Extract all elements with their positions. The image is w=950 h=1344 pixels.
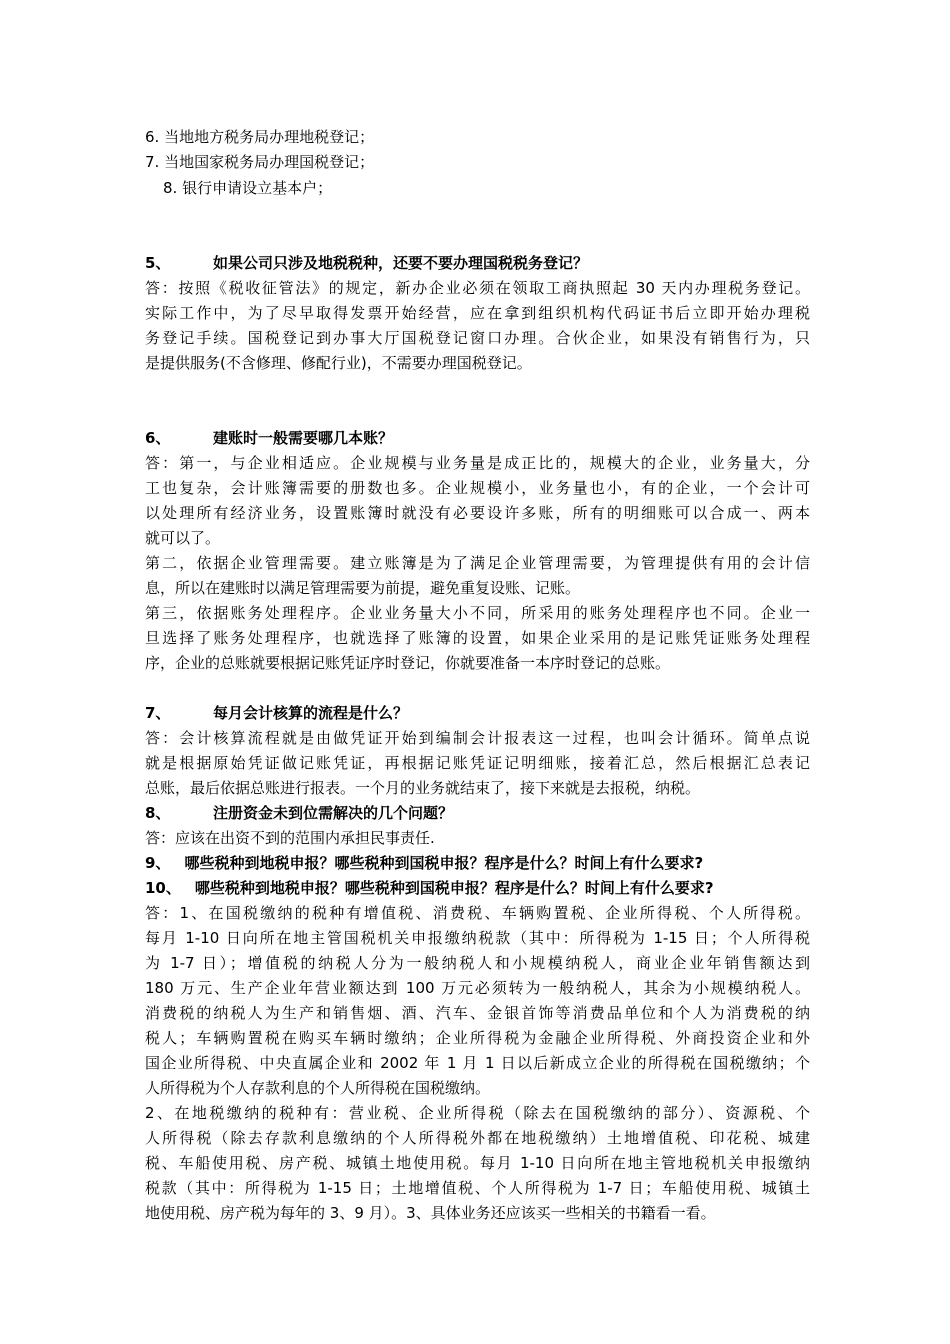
answer-line: 就是根据原始凭证做记账凭证，再根据记账凭证记明细账，接着汇总，然后根据汇总表记: [145, 754, 810, 772]
answer-line: 第三，依据账务处理程序。企业业务量大小不同，所采用的账务处理程序也不同。企业一: [145, 604, 810, 622]
answer-line: 总账，最后依据总账进行报表。一个月的业务就结束了，接下来就是去报税，纳税。: [145, 779, 701, 797]
answer-line: 人所得税（除去存款利息缴纳的个人所得税外都在地税缴纳）土地增值税、印花税、城建: [145, 1129, 810, 1147]
question-9-heading: [145, 851, 810, 875]
answer-line: 答：会计核算流程就是由做凭证开始到编制会计报表这一过程，也叫会计循环。简单点说: [145, 729, 810, 747]
question-number: 8、: [145, 804, 171, 822]
list-item: 6. 当地地方税务局办理地税登记；: [145, 128, 375, 146]
list-item: 7. 当地国家税务局办理国税登记；: [145, 153, 375, 171]
answer-line: 每月 1-10 日向所在地主管国税机关申报缴纳税款（其中：所得税为 1-15 日；个人所得税: [145, 929, 810, 947]
answer-line: 第二，依据企业管理需要。建立账簿是为了满足企业管理需要，为管理提供有用的会计信: [145, 554, 810, 572]
question-title: 哪些税种到地税申报？哪些税种到国税申报？程序是什么？时间上有什么要求?: [194, 879, 714, 897]
answer-line: 2、在地税缴纳的税种有：营业税、企业所得税（除去在国税缴纳的部分）、资源税、个: [145, 1104, 810, 1122]
question-title: 如果公司只涉及地税税种，还要不要办理国税税务登记？: [213, 254, 589, 272]
question-5-heading: [145, 251, 810, 275]
answer-line: 实际工作中，为了尽早取得发票开始经营，应在拿到组织机构代码证书后立即开始办理税: [145, 304, 810, 322]
answer-line: 税款（其中：所得税为 1-15 日；土地增值税、个人所得税为 1-7 日；车船使用税、城镇土: [145, 1179, 810, 1197]
question-6-heading: [145, 426, 810, 450]
answer-line: 答：第一，与企业相适应。企业规模与业务量是成正比的，规模大的企业，业务量大，分: [145, 454, 810, 472]
answer-line: 以处理所有经济业务，设置账簿时就没有必要设许多账，所有的明细账可以合成一、两本: [145, 504, 810, 522]
answer-line: 国企业所得税、中央直属企业和 2002 年 1 月 1 日以后新成立企业的所得税在国税缴纳；个: [145, 1054, 810, 1072]
question-7-heading: [145, 701, 810, 725]
question-title: 哪些税种到地税申报？哪些税种到国税申报？程序是什么？时间上有什么要求?: [184, 854, 704, 872]
answer-line: 答：按照《税收征管法》的规定，新办企业必须在领取工商执照起 30 天内办理税务登记。: [145, 279, 810, 297]
question-number: 10、: [145, 879, 181, 897]
question-number: 7、: [145, 704, 171, 722]
answer-line: 税人；车辆购置税在购买车辆时缴纳；企业所得税为金融企业所得税、外商投资企业和外: [145, 1029, 810, 1047]
answer-line: 务登记手续。国税登记到办事大厅国税登记窗口办理。合伙企业，如果没有销售行为，只: [145, 329, 810, 347]
answer-line: 旦选择了账务处理程序，也就选择了账簿的设置，如果企业采用的是记账凭证账务处理程: [145, 629, 810, 647]
answer-line: 答：应该在出资不到的范围内承担民事责任.: [145, 829, 435, 847]
question-title: 每月会计核算的流程是什么？: [213, 704, 409, 722]
question-number: 6、: [145, 429, 171, 447]
list-item: 8. 银行申请设立基本户；: [163, 179, 333, 197]
question-title: 注册资金未到位需解决的几个问题？: [213, 804, 454, 822]
answer-line: 税、车船使用税、房产税、城镇土地使用税。每月 1-10 日向所在地主管地税机关申报缴纳: [145, 1154, 810, 1172]
answer-line: 序，企业的总账就要根据记账凭证序时登记，你就要准备一本序时登记的总账。: [145, 654, 671, 672]
answer-line: 息，所以在建账时以满足管理需要为前提，避免重复设账、记账。: [145, 579, 581, 597]
answer-line: 为 1-7 日）；增值税的纳税人分为一般纳税人和小规模纳税人，商业企业年销售额达到: [145, 954, 810, 972]
answer-line: 就可以了。: [145, 529, 221, 547]
answer-line: 地使用税、房产税为每年的 3、9 月）。3、具体业务还应该买一些相关的书籍看一看。: [145, 1204, 716, 1222]
question-title: 建账时一般需要哪几本账？: [213, 429, 394, 447]
answer-line: 人所得税为个人存款利息的个人所得税在国税缴纳。: [145, 1079, 491, 1097]
question-number: 5、: [145, 254, 171, 272]
question-8-heading: [145, 801, 810, 825]
answer-line: 180 万元、生产企业年营业额达到 100 万元必须转为一般纳税人，其余为小规模纳税人。: [145, 979, 810, 997]
question-number: 9、: [145, 854, 171, 872]
answer-line: 工也复杂，会计账簿需要的册数也多。企业规模小，业务量也小，有的企业，一个会计可: [145, 479, 810, 497]
answer-line: 消费税的纳税人为生产和销售烟、酒、汽车、金银首饰等消费品单位和个人为消费税的纳: [145, 1004, 810, 1022]
question-10-heading: [145, 876, 810, 900]
answer-line: 答：1、在国税缴纳的税种有增值税、消费税、车辆购置税、企业所得税、个人所得税。: [145, 904, 810, 922]
answer-line: 是提供服务(不含修理、修配行业)，不需要办理国税登记。: [145, 354, 532, 372]
